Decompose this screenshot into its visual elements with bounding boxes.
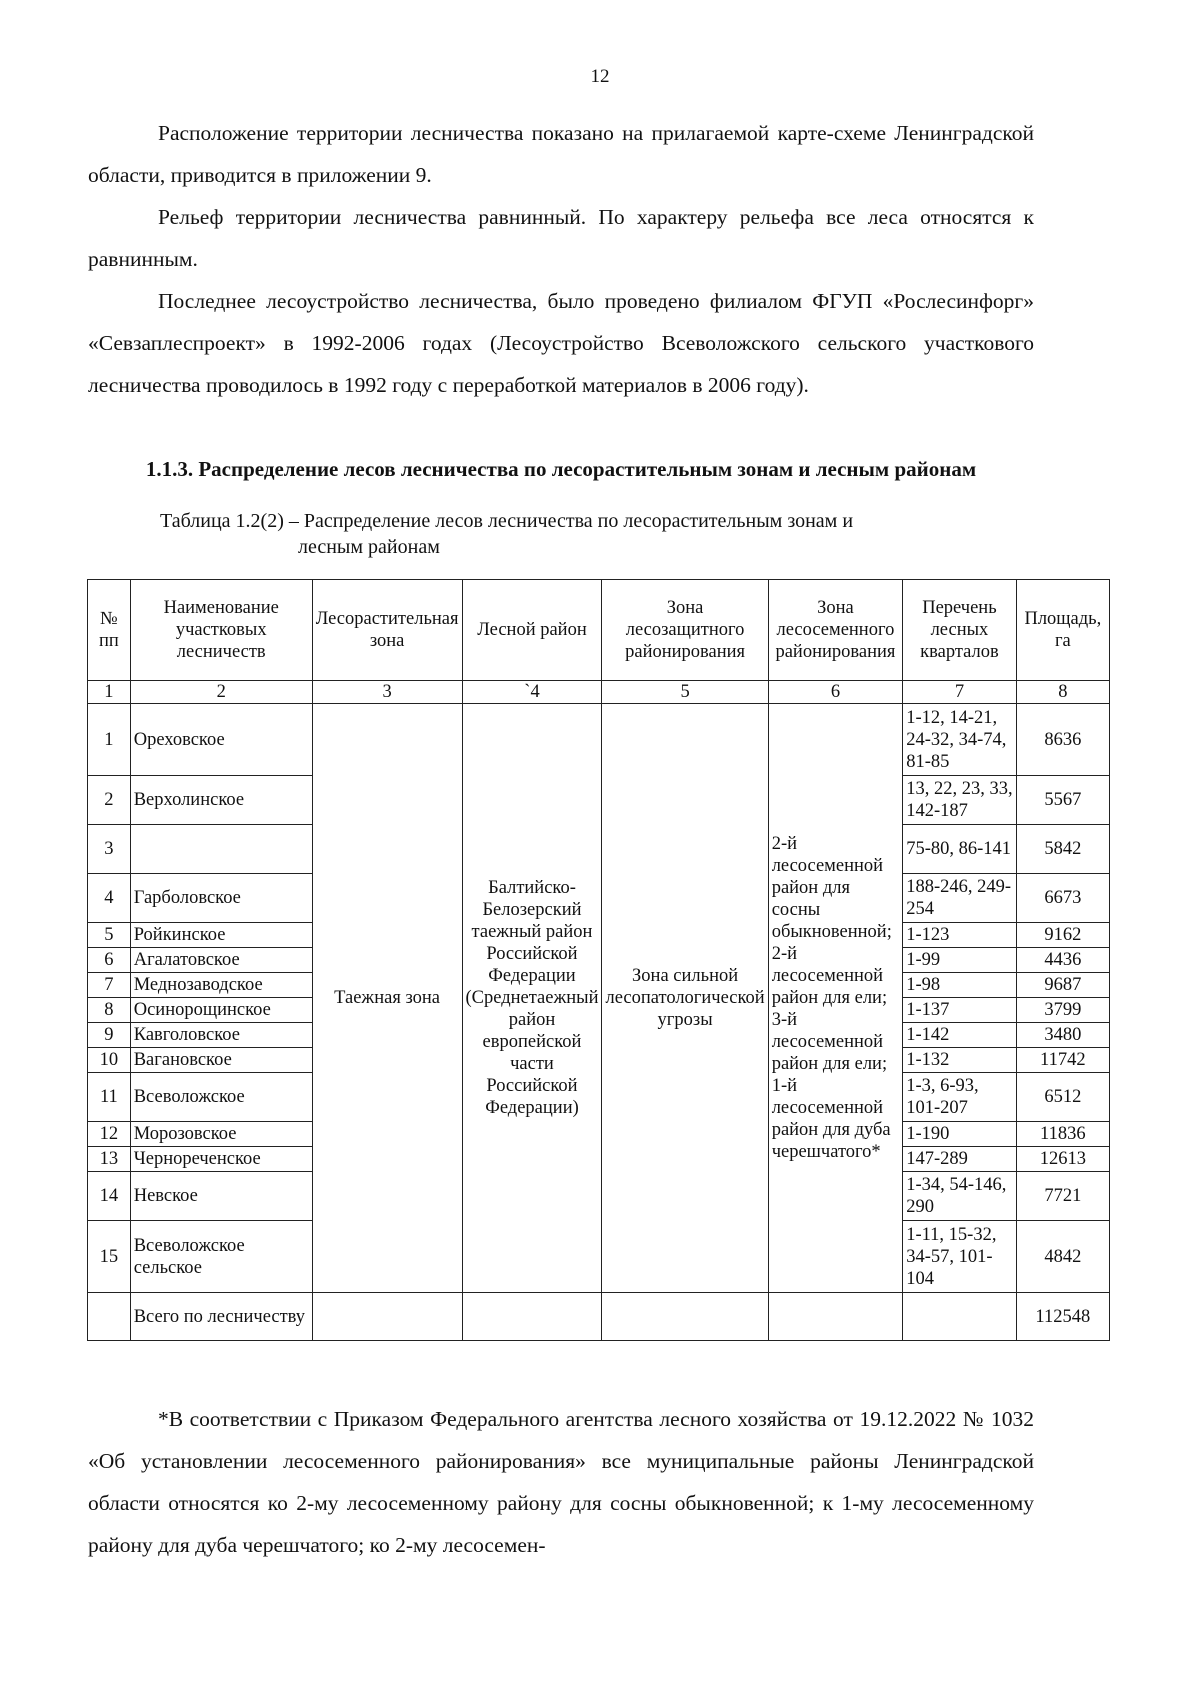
column-number: 3 [312,681,462,704]
row-area: 9687 [1016,973,1109,998]
row-name: Вагановское [130,1048,312,1073]
row-area: 4842 [1016,1221,1109,1293]
merged-zone: Таежная зона [312,704,462,1293]
page-number: 12 [590,66,610,87]
row-quarters: 1-142 [903,1023,1017,1048]
row-num: 3 [88,825,131,874]
row-name: Верхолинское [130,776,312,825]
table-header-row [88,580,1110,681]
row-num: 14 [88,1172,131,1221]
row-name: Осинорощинское [130,998,312,1023]
merged-protect: Зона сильной лесопатологической угрозы [602,704,768,1293]
total-empty-cell [88,1293,131,1341]
column-number-row [88,681,1110,704]
row-num: 12 [88,1122,131,1147]
total-empty-cell [903,1293,1017,1341]
row-area: 5842 [1016,825,1109,874]
total-area: 112548 [1016,1293,1109,1341]
row-num: 4 [88,874,131,923]
forest-distribution-table [87,579,1110,1341]
row-area: 3480 [1016,1023,1109,1048]
column-number: 1 [88,681,131,704]
row-area: 5567 [1016,776,1109,825]
row-quarters: 1-98 [903,973,1017,998]
total-empty-cell [462,1293,602,1341]
row-num: 11 [88,1073,131,1122]
column-number: 8 [1016,681,1109,704]
row-area: 11836 [1016,1122,1109,1147]
row-name: Всеволожское [130,1073,312,1122]
row-area: 6673 [1016,874,1109,923]
column-number: `4 [462,681,602,704]
header-area: Площадь, га [1016,580,1109,681]
row-area: 9162 [1016,923,1109,948]
paragraph-relief: Рельеф территории лесничества равнинный. По характеру рельефа все леса относятся к равнинным. [88,205,1034,271]
row-num: 2 [88,776,131,825]
row-quarters: 1-3, 6-93, 101-207 [903,1073,1017,1122]
row-area: 7721 [1016,1172,1109,1221]
row-name: Меднозаводское [130,973,312,998]
row-quarters: 147-289 [903,1147,1017,1172]
row-quarters: 1-132 [903,1048,1017,1073]
row-num: 15 [88,1221,131,1293]
row-quarters: 1-137 [903,998,1017,1023]
row-area: 6512 [1016,1073,1109,1122]
total-empty-cell [312,1293,462,1341]
row-name: Гарболовское [130,874,312,923]
column-number: 7 [903,681,1017,704]
total-label: Всего по лесничеству [130,1293,312,1341]
row-quarters: 188-246, 249-254 [903,874,1017,923]
column-number: 2 [130,681,312,704]
row-area: 3799 [1016,998,1109,1023]
header-name: Наименование участковых лесничеств [130,580,312,681]
header-district: Лесной район [462,580,602,681]
row-quarters: 75-80, 86-141 [903,825,1017,874]
row-area: 4436 [1016,948,1109,973]
caption-line-1: Таблица 1.2(2) – Распределение лесов лесничества по лесорастительным зонам и [160,510,854,532]
table-caption [160,508,1020,560]
row-num: 7 [88,973,131,998]
header-seed: Зона лесосеменного районирования [768,580,903,681]
row-quarters: 13, 22, 23, 33, 142-187 [903,776,1017,825]
row-name: Ореховское [130,704,312,776]
row-name: Чернореченское [130,1147,312,1172]
row-name: Всеволожское сельское [130,1221,312,1293]
header-zone: Лесорастительная зона [312,580,462,681]
column-number: 6 [768,681,903,704]
total-empty-cell [768,1293,903,1341]
row-num: 13 [88,1147,131,1172]
row-quarters: 1-190 [903,1122,1017,1147]
row-num: 8 [88,998,131,1023]
total-empty-cell [602,1293,768,1341]
row-name [130,825,312,874]
row-area: 11742 [1016,1048,1109,1073]
row-num: 9 [88,1023,131,1048]
row-quarters: 1-11, 15-32, 34-57, 101-104 [903,1221,1017,1293]
row-quarters: 1-123 [903,923,1017,948]
table-total-row [88,1293,1110,1341]
paragraph-forest-inventory: Последнее лесоустройство лесничества, было проведено филиалом ФГУП «Рослесинфорг» «Севзаплеспроект» в 1992-2006 годах (Лесоустройство Всеволожского сельского участкового лесничества проводилось в 1992 году с переработкой материалов в 2006 году). [88,289,1034,397]
header-protect: Зона лесозащитного районирования [602,580,768,681]
paragraph-location: Расположение территории лесничества показано на прилагаемой карте-схеме Ленинградской области, приводится в приложении 9. [88,121,1034,187]
row-num: 6 [88,948,131,973]
row-quarters: 1-99 [903,948,1017,973]
row-num: 1 [88,704,131,776]
row-num: 10 [88,1048,131,1073]
row-name: Агалатовское [130,948,312,973]
header-num: № пп [88,580,131,681]
header-quarters: Перечень лесных кварталов [903,580,1017,681]
section-heading: 1.1.3. Распределение лесов лесничества по лесорастительным зонам и лесным районам [145,457,977,481]
merged-district: Балтийско-Белозерский таежный район Российской Федерации (Среднетаежный район европейской части Российской Федерации) [462,704,602,1293]
caption-line-2: лесным районам [298,536,440,558]
column-number: 5 [602,681,768,704]
row-name: Невское [130,1172,312,1221]
row-num: 5 [88,923,131,948]
row-name: Ройкинское [130,923,312,948]
row-area: 12613 [1016,1147,1109,1172]
footnote: *В соответствии с Приказом Федерального агентства лесного хозяйства от 19.12.2022 № 1032 «Об установлении лесосеменного районирования» все муниципальные районы Ленинградской области относятся ко 2-му лесосеменному району для сосны обыкновенной; к 1-му лесосеменному району для дуба черешчатого; ко 2-му лесосемен- [88,1407,1034,1557]
table-row [88,704,1110,776]
row-area: 8636 [1016,704,1109,776]
row-quarters: 1-34, 54-146, 290 [903,1172,1017,1221]
row-name: Кавголовское [130,1023,312,1048]
row-name: Морозовское [130,1122,312,1147]
row-quarters: 1-12, 14-21, 24-32, 34-74, 81-85 [903,704,1017,776]
merged-seed: 2-й лесосеменной район для сосны обыкновенной; 2-й лесосеменной район для ели; 3-й лесосеменной район для ели; 1-й лесосеменной район для дуба черешчатого* [768,704,903,1293]
